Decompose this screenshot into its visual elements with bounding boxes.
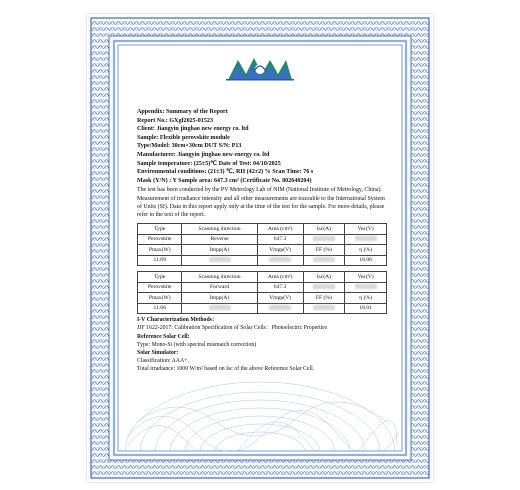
certificate-page xyxy=(87,14,433,482)
redacted-cell xyxy=(345,234,387,245)
redacted-cell xyxy=(257,255,303,266)
table-cell: η (%) xyxy=(345,245,387,256)
methods-title: I-V Characterization Methods： xyxy=(137,317,218,324)
table-cell: Isc(A) xyxy=(303,224,345,235)
table-cell: FF (%) xyxy=(303,245,345,256)
table-row xyxy=(138,282,387,293)
methods-standard: JJF 1622-2017: Calibration Specification of Solar Cells：Photoelectric Properties xyxy=(137,325,328,332)
environmental-line: Environmental conditions: (21±3) ℃, RH (42±2) % Scan Time: 76 s xyxy=(137,169,314,176)
table-cell: Vmpp(V) xyxy=(257,293,303,304)
table-cell: Forward xyxy=(182,282,257,293)
table-row xyxy=(138,255,387,266)
table-cell: Perovskite xyxy=(138,282,182,293)
redacted-cell xyxy=(182,303,257,314)
table-row xyxy=(138,224,387,235)
table-cell: FF (%) xyxy=(303,293,345,304)
table-row xyxy=(138,234,387,245)
table-cell: 18.06 xyxy=(345,255,387,266)
sample-line: Sample: Flexible perovskite module xyxy=(137,134,230,141)
table-cell: Type xyxy=(138,272,182,283)
report-number: Report No.: GXgf2025-01523 xyxy=(137,117,213,124)
table-row xyxy=(138,245,387,256)
table-row xyxy=(138,303,387,314)
table-row xyxy=(138,272,387,283)
table-cell: Voc(V) xyxy=(345,224,387,235)
reference-cell-type: Type: Mono-Si (with spectral mismatch correction) xyxy=(137,341,257,348)
sample-temperature-line: Sample temperature: (25±5)℃ Date of Test: 04/10/2025 xyxy=(137,160,281,167)
table-cell: 11.66 xyxy=(138,303,182,314)
table-cell: Scanning direction xyxy=(182,224,257,235)
table-cell: Perovskite xyxy=(138,234,182,245)
table-cell: Isc(A) xyxy=(303,272,345,283)
reference-cell-title: Reference Solar Cell: xyxy=(137,333,190,340)
table-cell: Reverse xyxy=(182,234,257,245)
table-cell: Pmax(W) xyxy=(138,293,182,304)
table-cell: Area (cm²) xyxy=(257,224,303,235)
total-irradiance: Total irradiance: 1000 W/m² based on Isc of the above Reference Solar Cell. xyxy=(137,366,315,373)
type-model-line: Type/Model: 30cm×30cm DUT S/N: P13 xyxy=(137,143,242,150)
table-cell: Impp(A) xyxy=(182,245,257,256)
table-row xyxy=(138,293,387,304)
table-cell: Vmpp(V) xyxy=(257,245,303,256)
results-table-reverse xyxy=(137,223,387,266)
redacted-cell xyxy=(303,234,345,245)
redacted-cell xyxy=(303,255,345,266)
table-cell: Impp(A) xyxy=(182,293,257,304)
table-cell: Area (cm²) xyxy=(257,272,303,283)
mask-line: Mask (Y/N) : Y Sample area: 647.3 cm² (Certificate No. 802640204) xyxy=(137,177,312,184)
redacted-cell xyxy=(182,255,257,266)
table-cell: Voc(V) xyxy=(345,272,387,283)
redacted-cell xyxy=(303,303,345,314)
methods-section xyxy=(137,316,387,373)
table-cell: 18.01 xyxy=(345,303,387,314)
appendix-title: Appendix: Summary of the Report xyxy=(137,109,228,115)
description-paragraph: The test has been conducted by the PV Metrology Lab of NIM (National Institute of Metrology, China). Measurement of irradiance intensity and all other measurements are traceable to the International System of Units (SI). Data in this report apply only at the time of the test for the sample. For more details, please refer to the text of the report. xyxy=(137,187,385,218)
table-cell: 647.3 xyxy=(257,282,303,293)
redacted-cell xyxy=(345,282,387,293)
results-table-forward xyxy=(137,271,387,314)
redacted-cell xyxy=(303,282,345,293)
table-cell: η (%) xyxy=(345,293,387,304)
table-cell: Pmax(W) xyxy=(138,245,182,256)
table-cell: 11.69 xyxy=(138,255,182,266)
table-cell: Type xyxy=(138,224,182,235)
institute-logo xyxy=(224,54,296,82)
solar-simulator-title: Solar Simulator: xyxy=(137,349,179,356)
table-cell: 647.3 xyxy=(257,234,303,245)
simulator-classification: Classification: AAA+, xyxy=(137,358,189,365)
manufacturer-line: Manufacturer: Jiangyin jinghao new energy co. ltd xyxy=(137,151,270,158)
client-line: Client: Jiangyin jinghao new energy co. ltd xyxy=(137,126,249,133)
table-cell: Scanning direction xyxy=(182,272,257,283)
report-summary xyxy=(137,108,387,374)
redacted-cell xyxy=(257,303,303,314)
